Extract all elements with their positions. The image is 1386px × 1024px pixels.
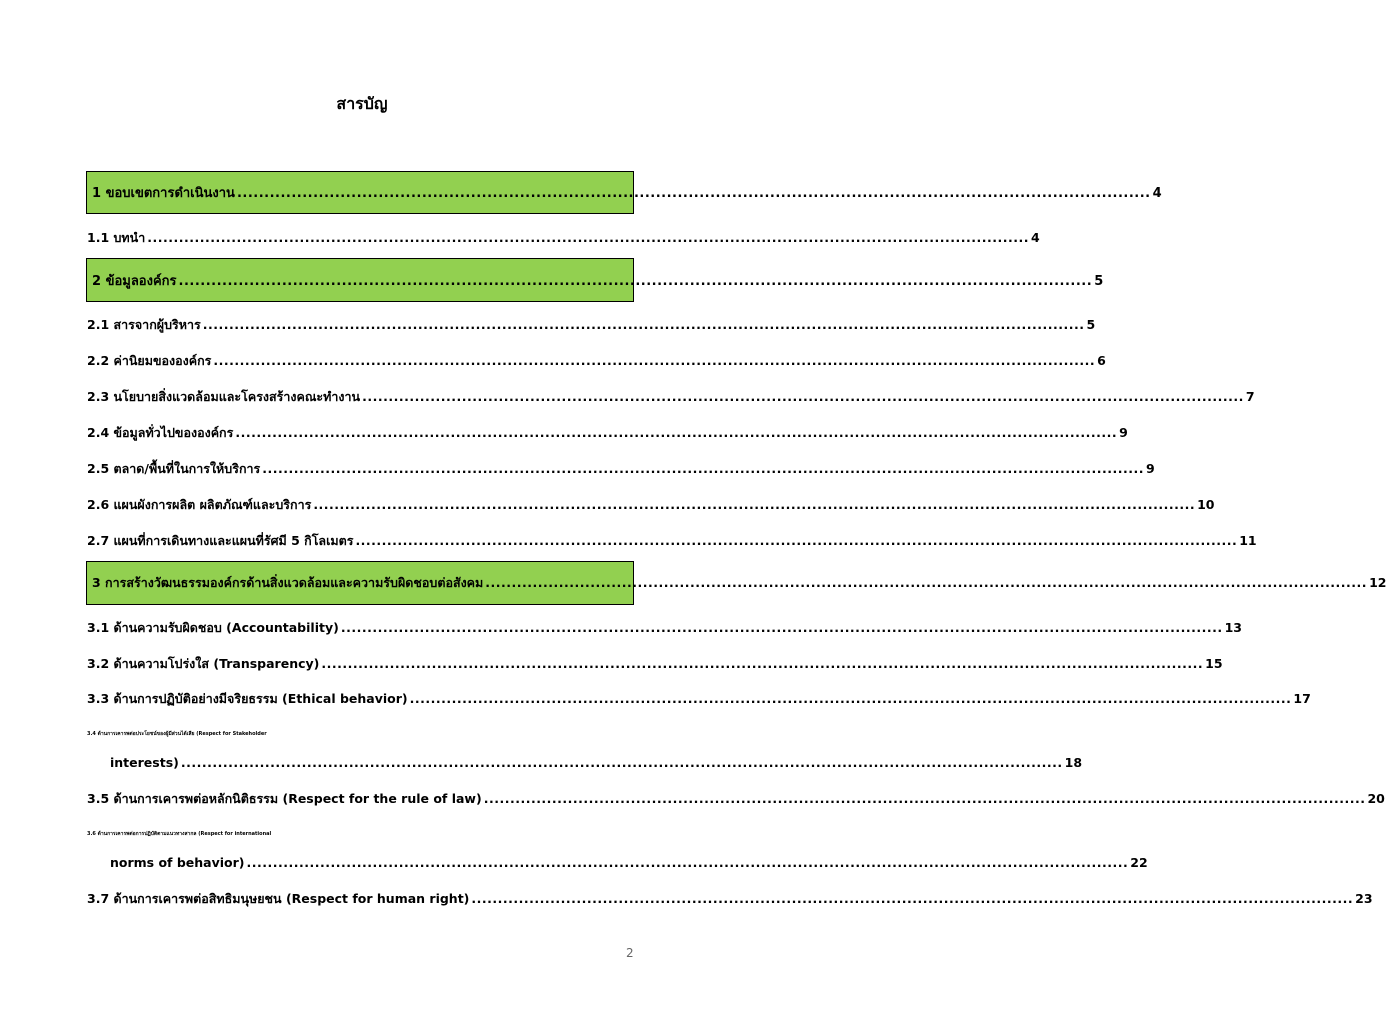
toc-item-label: 3.4 ด้านการเคารพต่อประโยชน์ของผู้มีส่วนได้เสีย (Respect for Stakeholder [87,731,267,737]
toc-item-label: 3.7 ด้านการเคารพต่อสิทธิมนุษยชน (Respect for human right) [87,891,470,906]
dot-leader: ........................................................................................................................................................................ [180,755,1063,770]
toc-item-1-1[interactable] [87,229,1040,246]
toc-item-label: 3.3 ด้านการปฏิบัติอย่างมีจริยธรรม (Ethical behavior) [87,691,408,706]
dot-leader: ........................................................................................................................................................................ [235,425,1118,440]
dot-leader: ........................................................................................................................................................................ [213,353,1096,368]
toc-item-3-1[interactable] [87,619,1242,636]
dot-leader: ........................................................................................................................................................................ [262,461,1145,476]
toc-item-2-1[interactable] [87,316,1096,333]
toc-item-page: 22 [1130,855,1148,870]
toc-item-3-5[interactable] [87,790,1385,807]
dot-leader: ........................................................................................................................................................................ [340,620,1223,635]
toc-item-2-6[interactable] [87,496,1215,513]
dot-leader: ........................................................................................................................................................................ [246,855,1129,870]
toc-item-page: 6 [1097,353,1106,368]
toc-section-3[interactable] [86,561,1386,605]
toc-item-3-7[interactable] [87,890,1373,907]
toc-item-page: 17 [1293,691,1311,706]
toc-section-label: 2 ข้อมูลองค์กร [92,273,177,289]
toc-section-label: 1 ขอบเขตการดำเนินงาน [92,186,235,201]
toc-item-label: 2.5 ตลาด/พื้นที่ในการให้บริการ [87,461,261,476]
toc-item-page: 4 [1031,230,1040,245]
page-number: 2 [626,946,634,960]
toc-item-page: 15 [1205,656,1223,671]
toc-item-label: 2.7 แผนที่การเดินทางและแผนที่รัศมี 5 กิโลเมตร [87,533,354,548]
dot-leader: ........................................................................................................................................................................ [355,533,1238,548]
toc-item-page: 9 [1146,461,1155,476]
dot-leader: ........................................................................................................................................................................ [313,497,1196,512]
toc-item-page: 10 [1197,497,1215,512]
dot-leader: ........................................................................................................................................................................ [471,891,1354,906]
toc-section-label: 3 การสร้างวัฒนธรรมองค์กรด้านสิ่งแวดล้อมและความรับผิดชอบต่อสังคม [92,575,484,590]
toc-section-page: 5 [1094,273,1104,289]
toc-item-label: 3.5 ด้านการเคารพต่อหลักนิติธรรม (Respect for the rule of law) [87,791,482,806]
toc-item-2-5[interactable] [87,460,1155,477]
toc-item-page: 5 [1086,317,1096,332]
dot-leader: ........................................................................................................................................................................ [409,691,1292,706]
toc-item-label: 2.1 สารจากผู้บริหาร [87,317,201,332]
toc-item-label: 2.3 นโยบายสิ่งแวดล้อมและโครงสร้างคณะทำงาน [87,389,361,404]
dot-leader: ........................................................................................................................................................................ [321,656,1204,671]
dot-leader: ........................................................................................................................................................................ [236,186,1151,201]
toc-item-page: 23 [1355,891,1373,906]
toc-item-label: 1.1 บทนำ [87,230,146,245]
toc-item-label: 2.6 แผนผังการผลิต ผลิตภัณฑ์และบริการ [87,497,312,512]
toc-item-page: 11 [1239,533,1257,548]
toc-item-2-7[interactable] [87,532,1257,549]
toc-item-page: 9 [1119,425,1128,440]
toc-section-page: 4 [1152,186,1162,201]
dot-leader: ........................................................................................................................................................................ [483,791,1366,806]
toc-item-3-6[interactable] [87,826,1148,871]
toc-item-page: 20 [1367,791,1385,806]
toc-item-label: 2.4 ข้อมูลทั่วไปขององค์กร [87,425,234,440]
toc-item-3-3[interactable] [87,690,1311,707]
toc-item-3-2[interactable] [87,655,1223,672]
toc-item-2-3[interactable] [87,388,1255,405]
toc-item-label: 3.1 ด้านความรับผิดชอบ (Accountability) [87,620,339,635]
toc-item-label-continued: interests) [110,755,179,770]
toc-item-2-2[interactable] [87,352,1106,369]
toc-section-2[interactable] [86,258,1104,302]
dot-leader: ........................................................................................................................................................................ [362,389,1244,404]
toc-item-label: 2.2 ค่านิยมขององค์กร [87,353,212,368]
toc-item-3-4[interactable] [87,726,1083,771]
dot-leader: ........................................................................................................................................................................ [202,317,1085,332]
toc-item-page: 7 [1245,389,1255,404]
toc-item-label: 3.2 ด้านความโปร่งใส (Transparency) [87,656,320,671]
dot-leader: ........................................................................................................................................................................ [178,273,1093,289]
toc-item-page: 13 [1224,620,1242,635]
toc-item-label: 3.6 ด้านการเคารพต่อการปฏิบัติตามแนวทางสากล (Respect for international [87,831,272,837]
toc-item-2-4[interactable] [87,424,1128,441]
toc-title: สารบัญ [336,94,388,113]
toc-section-page: 12 [1369,575,1386,590]
dot-leader: ........................................................................................................................................................................ [485,575,1368,590]
toc-item-label-continued: norms of behavior) [110,855,245,870]
dot-leader: ........................................................................................................................................................................ [147,230,1029,245]
toc-item-page: 18 [1064,755,1083,770]
toc-section-1[interactable] [86,171,1162,214]
